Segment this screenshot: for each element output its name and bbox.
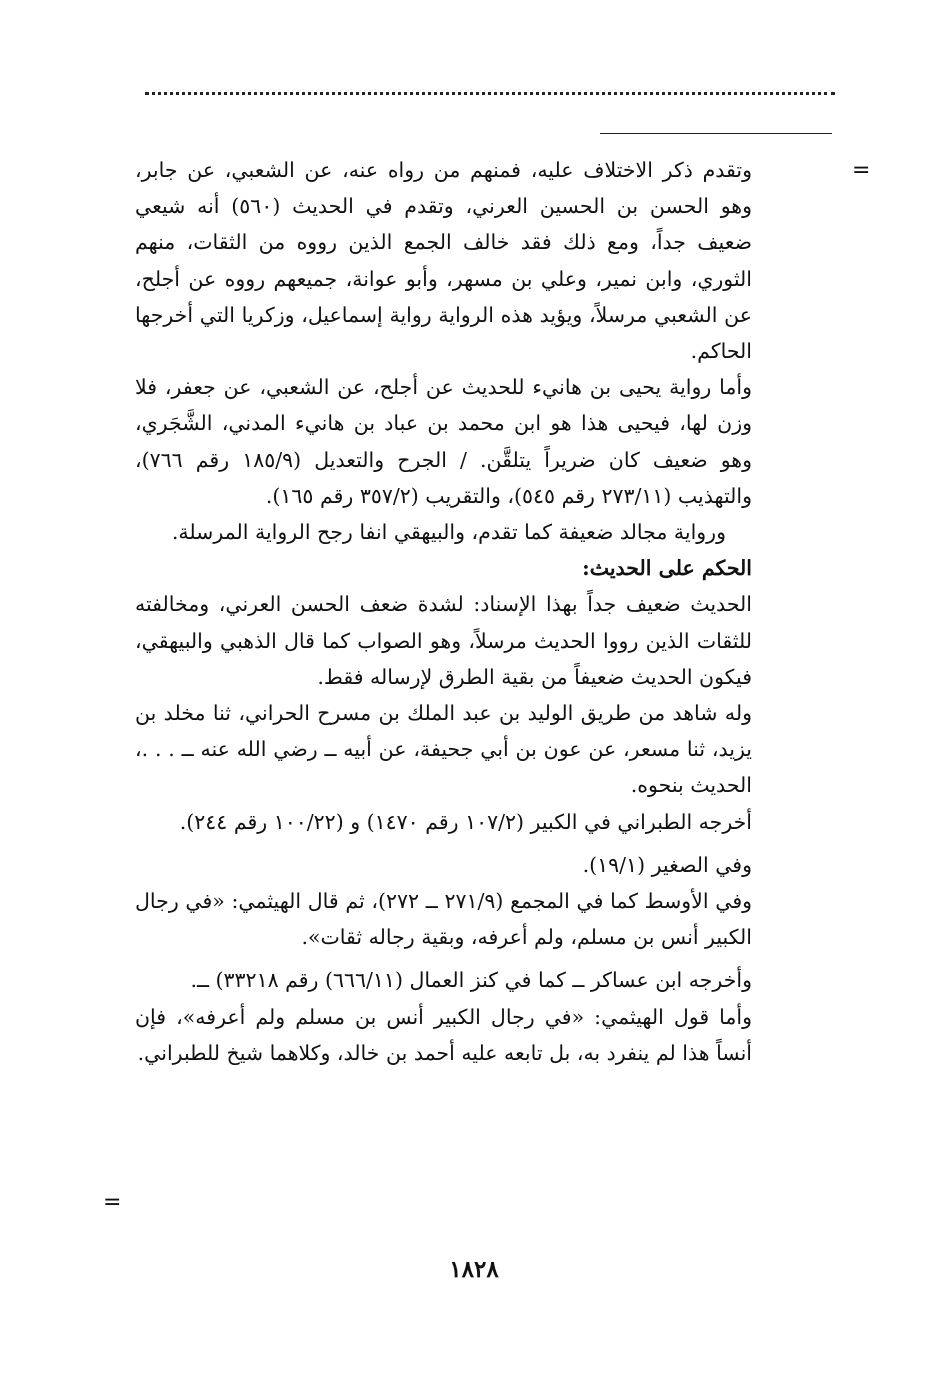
paragraph-10: وأما قول الهيثمي: «في رجال الكبير أنس بن مسلم ولم أعرفه»، فإن أنساً هذا لم ينفرد به، بل تابعه عليه أحمد بن خالد، وكلاهما شيخ للطبراني.: [135, 1004, 752, 1065]
dotted-separator: [145, 92, 835, 95]
section-heading: الحكم على الحديث:: [582, 556, 752, 581]
paragraph-6: أخرجه الطبراني في الكبير (١٠٧/٢ رقم ١٤٧٠) و (١٠٠/٢٢ رقم ٢٤٤).: [179, 809, 752, 834]
paragraph-9: وأخرجه ابن عساكر ــ كما في كنز العمال (٦٦٦/١١) رقم ٣٣٢١٨) ــ.: [190, 968, 752, 993]
paragraph-5: وله شاهد من طريق الوليد بن عبد الملك بن مسرح الحراني، ثنا مخلد بن يزيد، ثنا مسعر، عن عون بن أبي جحيفة، عن أبيه ــ رضي الله عنه ــ . . .، الحديث بنحوه.: [135, 701, 752, 798]
paragraph-3: ورواية مجالد ضعيفة كما تقدم، والبيهقي انفا رجح الرواية المرسلة.: [171, 520, 726, 545]
paragraph-1: وتقدم ذكر الاختلاف عليه، فمنهم من رواه عنه، عن الشعبي، عن جابر، وهو الحسن بن الحسين العرني، وتقدم في الحديث (٥٦٠) أنه شيعي ضعيف جداً، ومع ذلك فقد خالف الجمع الذين رووه من الثقات، منهم الثوري، وابن نمير، وعلي بن مسهر، وأبو عوانة، جميعهم رووه عن أجلح، عن الشعبي مرسلاً، ويؤيد هذه الرواية رواية إسماعيل، وزكريا التي أخرجها الحاكم.: [135, 158, 752, 364]
continuation-marker-top: =: [852, 158, 871, 183]
paragraph-2: وأما رواية يحيى بن هانيء للحديث عن أجلح، عن الشعبي، عن جعفر، فلا وزن لها، فيحيى هذا هو ابن محمد بن عباد بن هانيء المدني، الشَّجَري، وهو ضعيف كان ضريراً يتلقَّن. / الجرح والتعديل (١٨٥/٩ رقم ٧٦٦)، والتهذيب (٢٧٣/١١ رقم ٥٤٥)، والتقريب (٣٥٧/٢ رقم ١٦٥).: [135, 375, 752, 508]
footnote-rule: [600, 133, 832, 134]
page-number: ١٨٢٨: [449, 1256, 499, 1283]
paragraph-7: وفي الصغير (١٩/١).: [582, 852, 752, 877]
continuation-marker-bottom: =: [103, 1190, 122, 1215]
paragraph-4: الحديث ضعيف جداً بهذا الإسناد: لشدة ضعف الحسن العرني، ومخالفته للثقات الذين رووا الحديث مرسلاً، وهو الصواب كما قال الذهبي والبيهقي، فيكون الحديث ضعيفاً من بقية الطرق لإرساله فقط.: [135, 592, 752, 689]
footnote-text: [135, 152, 752, 1071]
paragraph-8: وفي الأوسط كما في المجمع (٢٧١/٩ ــ ٢٧٢)، ثم قال الهيثمي: «في رجال الكبير أنس بن مسلم، ولم أعرفه، وبقية رجاله ثقات».: [135, 889, 753, 950]
